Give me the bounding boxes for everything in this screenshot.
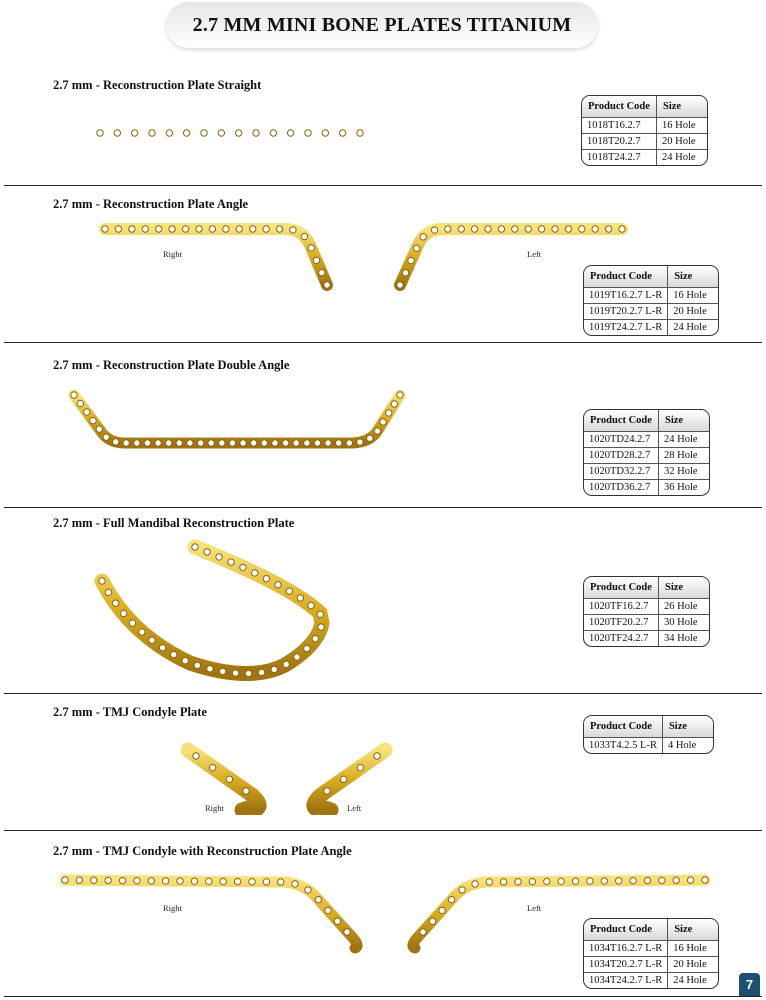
product-code-cell: 1018T20.2.7 — [582, 134, 657, 150]
label-left: Left — [527, 249, 542, 259]
screw-hole — [187, 440, 193, 446]
label-right: Right — [163, 249, 182, 259]
screw-hole — [402, 270, 408, 276]
screw-hole — [304, 645, 310, 651]
screw-hole — [391, 401, 397, 407]
screw-hole — [204, 549, 210, 555]
screw-hole — [324, 282, 330, 288]
screw-hole — [429, 918, 435, 924]
screw-hole — [605, 226, 611, 232]
screw-hole — [687, 877, 693, 883]
screw-hole — [139, 629, 145, 635]
screw-hole — [278, 879, 284, 885]
screw-hole — [292, 881, 298, 887]
screw-hole — [155, 440, 161, 446]
size-cell: 16 Hole — [668, 941, 719, 957]
header-size: Size — [659, 577, 710, 599]
screw-hole — [240, 564, 246, 570]
screw-hole — [301, 233, 307, 239]
screw-hole — [245, 670, 251, 676]
product-code-cell: 1034T16.2.7 L-R — [584, 941, 668, 957]
section-divider — [4, 507, 762, 508]
screw-hole — [209, 764, 215, 770]
screw-hole — [305, 887, 311, 893]
screw-hole — [334, 918, 340, 924]
screw-hole — [258, 669, 264, 675]
product-code-cell: 1020TD24.2.7 — [584, 432, 659, 448]
screw-hole — [129, 620, 135, 626]
product-code-cell: 1020TD32.2.7 — [584, 464, 659, 480]
screw-hole — [702, 877, 708, 883]
product-code-cell: 1020TD36.2.7 — [584, 480, 659, 496]
header-size: Size — [668, 919, 719, 941]
screw-hole — [498, 226, 504, 232]
screw-hole — [261, 440, 267, 446]
section-title-tmj-recon: 2.7 mm - TMJ Condyle with Reconstruction Plate Angle — [53, 844, 352, 858]
screw-hole — [105, 877, 111, 883]
screw-hole — [191, 878, 197, 884]
section-title-mandibular: 2.7 mm - Full Mandibal Reconstruction Plate — [53, 516, 295, 530]
screw-hole — [374, 428, 380, 434]
section-title-tmj-condyle: 2.7 mm - TMJ Condyle Plate — [53, 705, 207, 719]
screw-hole — [558, 878, 564, 884]
section-title-angle: 2.7 mm - Reconstruction Plate Angle — [53, 197, 249, 211]
screw-hole — [324, 788, 330, 794]
screw-hole — [149, 637, 155, 643]
screw-hole — [374, 753, 380, 759]
screw-hole — [216, 554, 222, 560]
screw-hole — [319, 269, 325, 275]
screw-hole — [134, 877, 140, 883]
screw-hole — [344, 929, 350, 935]
label-right: Right — [163, 903, 182, 913]
size-cell: 20 Hole — [657, 134, 708, 150]
screw-hole — [340, 776, 346, 782]
size-cell: 28 Hole — [659, 448, 710, 464]
screw-hole — [286, 588, 292, 594]
screw-hole — [317, 611, 323, 617]
screw-hole — [234, 878, 240, 884]
screw-hole — [263, 576, 269, 582]
screw-hole — [325, 440, 331, 446]
screw-hole — [283, 661, 289, 667]
screw-hole — [263, 226, 269, 232]
header-size: Size — [662, 716, 713, 738]
table-row — [584, 599, 709, 615]
screw-hole — [169, 226, 175, 232]
screw-hole — [538, 226, 544, 232]
table-row — [582, 118, 707, 134]
screw-hole — [249, 878, 255, 884]
section-divider — [4, 342, 762, 343]
screw-hole — [235, 130, 241, 136]
screw-hole — [196, 226, 202, 232]
screw-hole — [458, 226, 464, 232]
screw-hole — [380, 419, 386, 425]
product-code-cell: 1020TF20.2.7 — [584, 615, 659, 631]
screw-hole — [62, 877, 68, 883]
screw-hole — [420, 929, 426, 935]
plate-image-mandibular — [90, 535, 335, 685]
header-size: Size — [657, 96, 708, 118]
table-row — [584, 973, 718, 989]
screw-hole — [253, 130, 259, 136]
section-title-straight: 2.7 mm - Reconstruction Plate Straight — [53, 78, 262, 92]
size-cell: 16 Hole — [668, 288, 719, 304]
screw-hole — [659, 877, 665, 883]
size-cell: 4 Hole — [662, 738, 713, 754]
page-title: 2.7 MM MINI BONE PLATES TITANIUM — [192, 13, 572, 36]
screw-hole — [529, 878, 535, 884]
screw-hole — [515, 878, 521, 884]
screw-hole — [357, 764, 363, 770]
screw-hole — [252, 570, 258, 576]
table-row — [584, 957, 718, 973]
screw-hole — [486, 879, 492, 885]
screw-hole — [357, 130, 363, 136]
screw-hole — [572, 878, 578, 884]
section-divider — [4, 185, 762, 186]
screw-hole — [171, 651, 177, 657]
screw-hole — [673, 877, 679, 883]
screw-hole — [305, 130, 311, 136]
product-table-tmj-recon — [583, 918, 719, 989]
product-table-angle — [583, 265, 719, 336]
table-row — [584, 631, 709, 647]
screw-hole — [282, 440, 288, 446]
screw-hole — [207, 666, 213, 672]
size-cell: 30 Hole — [659, 615, 710, 631]
size-cell: 24 Hole — [657, 150, 708, 166]
screw-hole — [313, 257, 319, 263]
product-code-cell: 1019T20.2.7 L-R — [584, 304, 668, 320]
screw-hole — [251, 440, 257, 446]
screw-hole — [325, 907, 331, 913]
product-table-straight — [581, 95, 708, 166]
screw-hole — [105, 589, 111, 595]
screw-hole — [275, 582, 281, 588]
screw-hole — [236, 226, 242, 232]
screw-hole — [193, 753, 199, 759]
plate-image-double-angle — [60, 385, 415, 455]
screw-hole — [615, 878, 621, 884]
screw-hole — [228, 559, 234, 565]
screw-hole — [339, 130, 345, 136]
screw-hole — [209, 226, 215, 232]
product-code-cell: 1020TF16.2.7 — [584, 599, 659, 615]
screw-hole — [367, 435, 373, 441]
screw-hole — [243, 788, 249, 794]
product-table-double-angle — [583, 409, 710, 496]
table-row — [584, 941, 718, 957]
screw-hole — [220, 878, 226, 884]
screw-hole — [272, 440, 278, 446]
screw-hole — [525, 226, 531, 232]
section-divider — [4, 693, 762, 694]
screw-hole — [318, 624, 324, 630]
screw-hole — [166, 440, 172, 446]
screw-hole — [579, 226, 585, 232]
screw-hole — [177, 878, 183, 884]
header-product-code: Product Code — [584, 716, 662, 738]
screw-hole — [271, 666, 277, 672]
screw-hole — [182, 657, 188, 663]
screw-hole — [197, 440, 203, 446]
size-cell: 16 Hole — [657, 118, 708, 134]
size-cell: 20 Hole — [668, 957, 719, 973]
screw-hole — [156, 226, 162, 232]
product-table-mandibular — [583, 576, 710, 647]
screw-hole — [83, 409, 89, 415]
screw-hole — [148, 878, 154, 884]
plate-image-straight — [90, 115, 375, 151]
screw-hole — [229, 440, 235, 446]
table-row — [584, 448, 709, 464]
table-row — [582, 150, 707, 166]
screw-hole — [263, 879, 269, 885]
screw-hole — [408, 257, 414, 263]
screw-hole — [218, 130, 224, 136]
screw-hole — [357, 439, 363, 445]
header-size: Size — [659, 410, 710, 432]
plate-image-condyle-right — [180, 740, 280, 815]
screw-hole — [76, 877, 82, 883]
screw-hole — [471, 226, 477, 232]
screw-hole — [131, 130, 137, 136]
screw-hole — [226, 776, 232, 782]
table-row — [582, 134, 707, 150]
screw-hole — [183, 130, 189, 136]
screw-hole — [144, 440, 150, 446]
screw-hole — [134, 440, 140, 446]
screw-hole — [308, 602, 314, 608]
section-divider — [4, 830, 762, 831]
table-row — [584, 432, 709, 448]
header-product-code: Product Code — [584, 410, 659, 432]
label-right: Right — [205, 803, 224, 813]
screw-hole — [565, 226, 571, 232]
table-row — [584, 288, 718, 304]
table-row — [584, 480, 709, 496]
screw-hole — [162, 878, 168, 884]
product-code-cell: 1034T20.2.7 L-R — [584, 957, 668, 973]
screw-hole — [294, 654, 300, 660]
product-code-cell: 1018T16.2.7 — [582, 118, 657, 134]
product-code-cell: 1020TD28.2.7 — [584, 448, 659, 464]
screw-hole — [223, 226, 229, 232]
screw-hole — [420, 234, 426, 240]
screw-hole — [448, 896, 454, 902]
screw-hole — [219, 440, 225, 446]
screw-hole — [71, 392, 77, 398]
header-product-code: Product Code — [582, 96, 657, 118]
screw-hole — [385, 410, 391, 416]
screw-hole — [459, 887, 465, 893]
screw-hole — [99, 578, 105, 584]
screw-hole — [544, 878, 550, 884]
product-code-cell: 1019T16.2.7 L-R — [584, 288, 668, 304]
table-row — [584, 738, 713, 754]
screw-hole — [250, 226, 256, 232]
screw-hole — [322, 130, 328, 136]
screw-hole — [445, 226, 451, 232]
screw-hole — [114, 130, 120, 136]
screw-hole — [77, 400, 83, 406]
plate-image-angle-right — [95, 215, 345, 300]
screw-hole — [601, 878, 607, 884]
screw-hole — [192, 544, 198, 550]
screw-hole — [206, 878, 212, 884]
size-cell: 34 Hole — [659, 631, 710, 647]
screw-hole — [297, 595, 303, 601]
header-size: Size — [668, 266, 719, 288]
screw-hole — [276, 226, 282, 232]
screw-hole — [312, 635, 318, 641]
screw-hole — [115, 226, 121, 232]
screw-hole — [129, 226, 135, 232]
screw-hole — [397, 392, 403, 398]
size-cell: 24 Hole — [668, 973, 719, 989]
header-product-code: Product Code — [584, 577, 659, 599]
screw-hole — [512, 226, 518, 232]
product-code-cell: 1020TF24.2.7 — [584, 631, 659, 647]
screw-hole — [290, 227, 296, 233]
product-code-cell: 1034T24.2.7 L-R — [584, 973, 668, 989]
page-number: 7 — [739, 973, 760, 996]
screw-hole — [166, 130, 172, 136]
screw-hole — [176, 440, 182, 446]
size-cell: 20 Hole — [668, 304, 719, 320]
size-cell: 32 Hole — [659, 464, 710, 480]
screw-hole — [315, 896, 321, 902]
screw-hole — [630, 877, 636, 883]
screw-hole — [308, 245, 314, 251]
size-cell: 24 Hole — [668, 320, 719, 336]
screw-hole — [644, 877, 650, 883]
screw-hole — [219, 668, 225, 674]
section-divider — [4, 996, 762, 997]
screw-hole — [346, 440, 352, 446]
screw-hole — [102, 226, 108, 232]
screw-hole — [587, 878, 593, 884]
product-code-cell: 1019T24.2.7 L-R — [584, 320, 668, 336]
screw-hole — [472, 881, 478, 887]
table-row — [584, 615, 709, 631]
screw-hole — [485, 226, 491, 232]
size-cell: 26 Hole — [659, 599, 710, 615]
screw-hole — [159, 645, 165, 651]
size-cell: 36 Hole — [659, 480, 710, 496]
section-title-double-angle: 2.7 mm - Reconstruction Plate Double Angle — [53, 358, 290, 372]
screw-hole — [240, 440, 246, 446]
screw-hole — [142, 226, 148, 232]
screw-hole — [103, 434, 109, 440]
screw-hole — [201, 130, 207, 136]
screw-hole — [96, 426, 102, 432]
screw-hole — [91, 877, 97, 883]
screw-hole — [552, 226, 558, 232]
product-code-cell: 1033T4.2.5 L-R — [584, 738, 662, 754]
screw-hole — [287, 130, 293, 136]
table-row — [584, 320, 718, 336]
screw-hole — [500, 879, 506, 885]
screw-hole — [149, 130, 155, 136]
screw-hole — [120, 610, 126, 616]
header-product-code: Product Code — [584, 919, 668, 941]
screw-hole — [270, 130, 276, 136]
page-title-banner — [166, 2, 598, 48]
screw-hole — [336, 440, 342, 446]
plate-image-tmj-recon-right — [55, 868, 375, 958]
screw-hole — [439, 907, 445, 913]
screw-hole — [304, 440, 310, 446]
screw-hole — [397, 282, 403, 288]
screw-hole — [112, 439, 118, 445]
screw-hole — [194, 662, 200, 668]
screw-hole — [112, 600, 118, 606]
screw-hole — [119, 877, 125, 883]
screw-hole — [90, 417, 96, 423]
screw-hole — [314, 440, 320, 446]
screw-hole — [431, 227, 437, 233]
product-code-cell: 1018T24.2.7 — [582, 150, 657, 166]
table-row — [584, 304, 718, 320]
plate-image-condyle-left — [293, 740, 393, 815]
screw-hole — [592, 226, 598, 232]
screw-hole — [413, 245, 419, 251]
screw-hole — [208, 440, 214, 446]
screw-hole — [293, 440, 299, 446]
screw-hole — [123, 440, 129, 446]
screw-hole — [182, 226, 188, 232]
table-row — [584, 464, 709, 480]
screw-hole — [619, 226, 625, 232]
label-left: Left — [527, 903, 542, 913]
label-left: Left — [347, 803, 362, 813]
product-table-tmj-condyle — [583, 715, 714, 754]
screw-hole — [97, 130, 103, 136]
size-cell: 24 Hole — [659, 432, 710, 448]
screw-hole — [232, 670, 238, 676]
header-product-code: Product Code — [584, 266, 668, 288]
